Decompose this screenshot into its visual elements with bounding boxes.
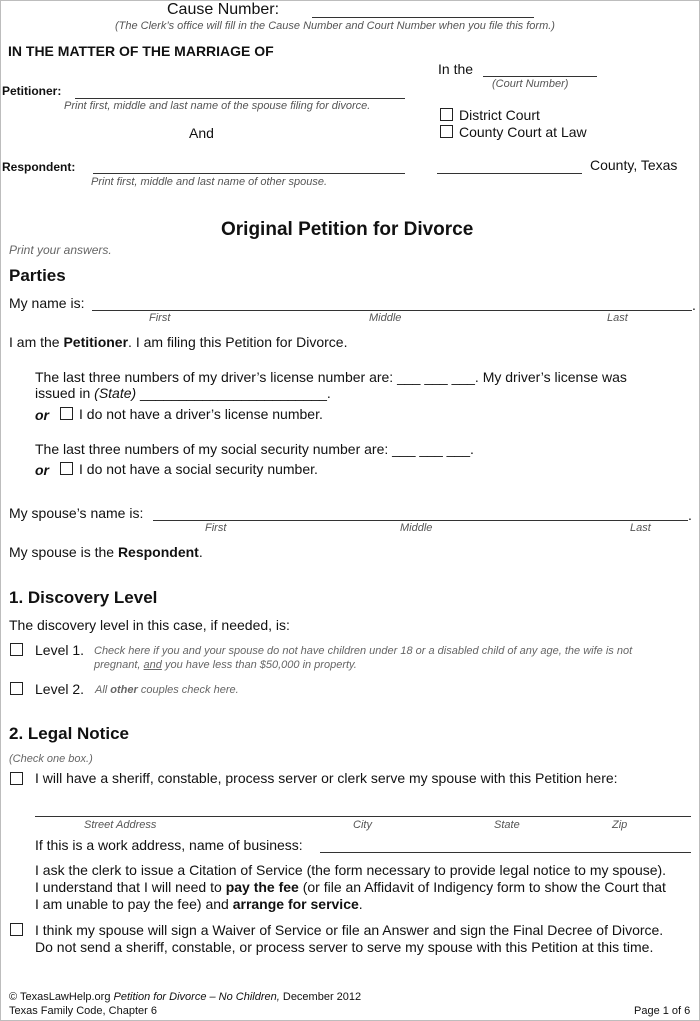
drivers-license-line2 <box>35 385 331 401</box>
legal-notice-heading: 2. Legal Notice <box>9 724 129 743</box>
my-name-label: My name is: <box>9 295 85 311</box>
spouse-is-respondent <box>9 544 203 560</box>
footer-copyright-pre: © TexasLawHelp.org <box>9 991 114 1003</box>
footer-page-number: Page 1 of 6 <box>634 1005 691 1017</box>
citation-line3-pre: I am unable to pay the fee) and <box>35 896 233 912</box>
level1-note-line2 <box>94 659 357 671</box>
serve-spouse-label: I will have a sheriff, constable, process server or clerk serve my spouse with this Petition here: <box>35 770 618 786</box>
service-address-field[interactable] <box>35 816 691 817</box>
spouse-name-label: My spouse’s name is: <box>9 505 144 521</box>
street-address-caption: Street Address <box>84 819 157 831</box>
my-name-middle-caption: Middle <box>369 312 402 324</box>
work-address-label: If this is a work address, name of business: <box>35 837 303 853</box>
level2-note-post: couples check here. <box>137 684 239 696</box>
clerk-note: (The Clerk’s office will fill in the Cause Number and Court Number when you file this form.) <box>115 20 555 32</box>
ssn-line: The last three numbers of my social security number are: ___ ___ ___. <box>35 441 474 457</box>
cause-number-label: Cause Number: <box>167 1 280 18</box>
and-label: And <box>189 125 214 141</box>
city-caption: City <box>353 819 372 831</box>
citation-line2-post: (or file an Affidavit of Indigency form to show the Court that <box>298 879 666 895</box>
my-name-end-dot: . <box>692 297 696 313</box>
no-ssn-label: I do not have a social security number. <box>79 461 318 477</box>
citation-line1: I ask the clerk to issue a Citation of Service (the form necessary to provide legal notice to my spouse). <box>35 862 667 878</box>
citation-line2 <box>35 879 666 895</box>
footer-code: Texas Family Code, Chapter 6 <box>9 1005 157 1017</box>
footer-date: December 2012 <box>279 991 362 1003</box>
level1-note-post: you have less than $50,000 in property. <box>161 659 357 671</box>
level1-checkbox[interactable] <box>10 643 23 656</box>
level2-checkbox[interactable] <box>10 682 23 695</box>
my-name-first-caption: First <box>149 312 171 324</box>
no-drivers-license-label: I do not have a driver’s license number. <box>79 406 323 422</box>
county-court-checkbox[interactable] <box>440 125 453 138</box>
waiver-checkbox[interactable] <box>10 923 23 936</box>
matter-title: IN THE MATTER OF THE MARRIAGE OF <box>8 43 274 59</box>
county-texas-label: County, Texas <box>590 157 678 173</box>
dl-issued-in: issued in <box>35 385 95 401</box>
i-am-petitioner <box>9 334 347 350</box>
petitioner-word: Petitioner <box>63 334 129 350</box>
petitioner-label: Petitioner: <box>2 84 62 98</box>
respondent-caption: Print first, middle and last name of other spouse. <box>91 176 328 188</box>
business-name-field[interactable] <box>320 852 691 853</box>
arrange-for-service: arrange for service <box>232 896 359 912</box>
my-name-field[interactable] <box>92 310 692 311</box>
court-number-field[interactable] <box>483 76 597 77</box>
county-field[interactable] <box>437 173 582 174</box>
level1-label: Level 1. <box>35 642 85 658</box>
no-drivers-license-checkbox[interactable] <box>60 407 73 420</box>
zip-caption: Zip <box>612 819 628 831</box>
level2-label: Level 2. <box>35 681 85 697</box>
level2-note-other: other <box>110 684 138 696</box>
county-court-label: County Court at Law <box>459 124 587 140</box>
page-title: Original Petition for Divorce <box>221 219 474 240</box>
waiver-line2: Do not send a sheriff, constable, or process server to serve my spouse with this Petition at this time. <box>35 939 654 955</box>
spouse-suffix: . <box>198 544 203 560</box>
district-court-checkbox[interactable] <box>440 108 453 121</box>
i-am-suffix: . I am filing this Petition for Divorce. <box>128 334 348 350</box>
citation-line3-post: . <box>358 896 363 912</box>
state-caption: State <box>494 819 520 831</box>
spouse-name-end-dot: . <box>688 507 692 523</box>
level1-note-line1: Check here if you and your spouse do not have children under 18 or a disabled child of any age, the wife is not <box>94 645 633 657</box>
respondent-label: Respondent: <box>2 160 76 174</box>
no-ssn-checkbox[interactable] <box>60 462 73 475</box>
spouse-middle-caption: Middle <box>400 522 433 534</box>
respondent-word: Respondent <box>117 544 199 560</box>
or-label-dl: or <box>35 407 49 423</box>
level2-note-pre: All <box>95 684 111 696</box>
citation-line2-pre: I understand that I will need to <box>35 879 226 895</box>
respondent-name-field[interactable] <box>93 173 405 174</box>
level1-note-and: and <box>143 659 162 671</box>
serve-spouse-checkbox[interactable] <box>10 772 23 785</box>
citation-line3 <box>35 896 363 912</box>
footer-copyright <box>9 991 361 1003</box>
discovery-intro: The discovery level in this case, if needed, is: <box>9 617 290 633</box>
waiver-line1: I think my spouse will sign a Waiver of Service or file an Answer and sign the Final Decree of Divorce. <box>35 922 664 938</box>
spouse-prefix: My spouse is the <box>9 544 118 560</box>
dl-state-label: (State) <box>94 385 137 401</box>
drivers-license-line1: The last three numbers of my driver’s license number are: ___ ___ ___. My driver’s license was <box>35 369 627 385</box>
parties-heading: Parties <box>9 266 66 285</box>
print-answers-hint: Print your answers. <box>9 243 112 257</box>
footer-form-name: Petition for Divorce – No Children, <box>113 991 280 1003</box>
or-label-ssn: or <box>35 462 49 478</box>
in-the-label: In the <box>438 61 474 77</box>
pay-the-fee: pay the fee <box>225 879 299 895</box>
spouse-name-field[interactable] <box>153 520 688 521</box>
petitioner-caption: Print first, middle and last name of the spouse filing for divorce. <box>64 100 371 112</box>
petitioner-name-field[interactable] <box>75 98 405 99</box>
level2-note <box>95 684 239 696</box>
district-court-label: District Court <box>459 107 540 123</box>
dl-state-blank: ________________________. <box>136 385 331 401</box>
level1-note-pre: pregnant, <box>94 659 144 671</box>
i-am-prefix: I am the <box>9 334 64 350</box>
check-one-hint: (Check one box.) <box>9 753 93 765</box>
discovery-heading: 1. Discovery Level <box>9 588 158 607</box>
spouse-first-caption: First <box>205 522 227 534</box>
court-number-caption: (Court Number) <box>492 78 569 90</box>
cause-number-field[interactable] <box>312 17 534 18</box>
my-name-last-caption: Last <box>607 312 628 324</box>
spouse-last-caption: Last <box>630 522 651 534</box>
